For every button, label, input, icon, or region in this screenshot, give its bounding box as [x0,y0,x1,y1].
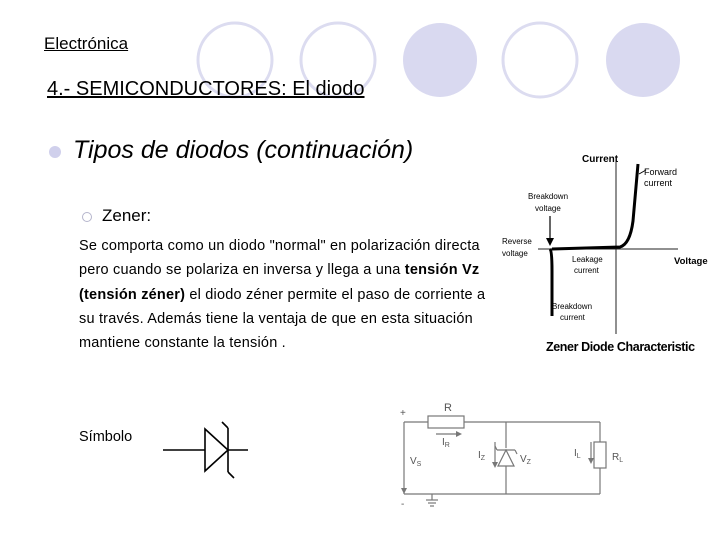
breakdown-voltage-label-2: voltage [535,204,561,213]
zener-characteristic-graph [498,146,714,366]
leakage-current-label-1: Leakage [572,255,603,264]
forward-current-label-1: Forward [644,167,678,177]
current-label: Current [582,154,619,165]
bullet-dot-icon [49,146,61,158]
bullet-heading: Tipos de diodos (continuación) [73,136,414,164]
sub-bullet-heading: Zener: [102,206,152,225]
decor-circle [403,23,477,97]
subject-header: Electrónica [44,34,129,53]
iz-label: $I_Z$ [478,450,486,462]
description-text-2: el diodo zéner permite el paso de corriente a su través. Además tiene la ventaja de que en esta situación mantiene constante la tensión . [79,286,486,352]
vz-label: $V_Z$ [520,454,531,466]
symbol-label: Símbolo [79,429,133,445]
description-paragraph [79,234,499,355]
breakdown-voltage-label-1: Breakdown [528,192,569,201]
sub-bullet-circle-icon [82,212,92,222]
minus-sign: - [401,499,405,510]
plus-sign: + [400,408,406,419]
decor-circle [503,23,577,97]
decor-circle [606,23,680,97]
leakage-current-label-2: current [574,266,599,275]
resistor-r-label: R [444,402,452,414]
vs-label: $V_S$ [410,456,422,468]
zener-circuit-diagram [390,396,640,510]
il-label: $I_L$ [574,448,581,460]
rl-label: $R_L$ [612,452,624,464]
breakdown-current-label-1: Breakdown [552,302,593,311]
zener-symbol-icon [160,420,250,482]
forward-current-label-2: current [644,178,673,188]
reverse-voltage-label-1: Reverse [502,237,532,246]
characteristic-caption: Zener Diode Characteristic [546,340,695,354]
description-bold: tensión Vz (tensión zéner) [79,262,480,303]
description-text-1: Se comporta como un diodo "normal" en polarización directa pero cuando se polariza en inversa y llega a una [79,238,480,279]
reverse-voltage-label-2: voltage [502,249,528,258]
voltage-label: Voltage [674,256,708,267]
breakdown-current-label-2: current [560,313,585,322]
slide-title: 4.- SEMICONDUCTORES: El diodo [47,78,365,100]
ir-label: $I_R$ [442,437,450,449]
